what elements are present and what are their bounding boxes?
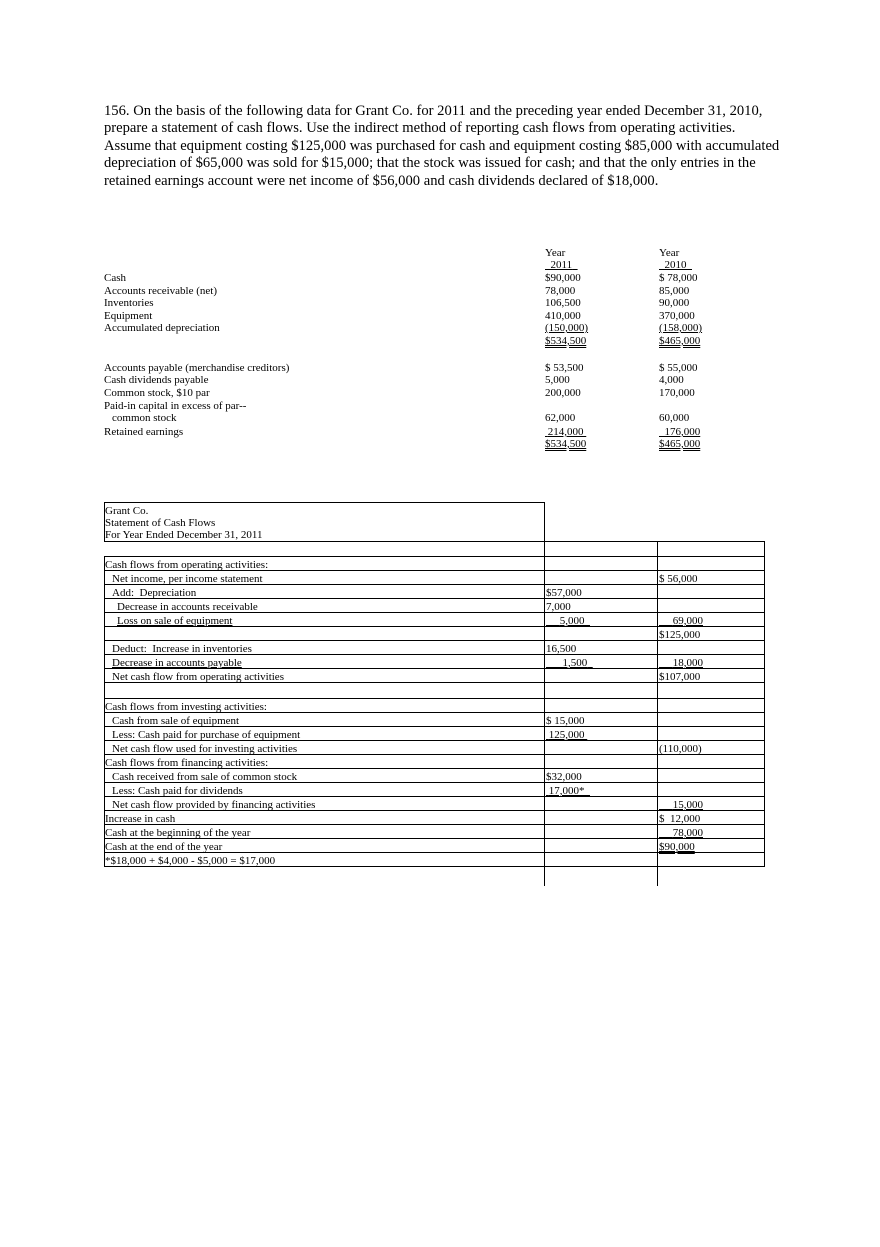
asset-2010: 85,000 [659,285,690,297]
cash-begin-value: 78,000 [672,827,703,839]
net-income-value: $ 56,000 [659,573,698,585]
purchase-equipment-label: Less: Cash paid for purchase of equipment [112,729,301,741]
net-investing-value: (110,000) [659,743,702,755]
net-operating-label: Net cash flow from operating activities [112,671,284,683]
asset-2011: 78,000 [545,285,576,297]
assets-total-2010: $465,000 [659,335,701,347]
dividends-label: Less: Cash paid for dividends [112,785,243,797]
asset-2011: 410,000 [545,310,581,322]
decrease-ar-label: Decrease in accounts receivable [117,601,258,613]
asset-2011: $90,000 [545,272,581,284]
liability-label: Common stock, $10 par [104,387,210,399]
retained-2010: 176,000 [664,426,701,438]
liability-2011: 200,000 [545,387,581,399]
statement-period: For Year Ended December 31, 2011 [105,529,263,541]
net-operating-value: $107,000 [659,671,701,683]
net-investing-label: Net cash flow used for investing activities [112,743,298,755]
retained-2011: 214,000 [547,426,584,438]
liability-2010: 4,000 [659,374,684,386]
year-2010: 2010 [664,259,687,271]
deduct-inventories-label: Deduct: Increase in inventories [112,643,252,655]
cash-begin-label: Cash at the beginning of the year [105,827,251,839]
asset-2011: 106,500 [545,297,581,309]
deduct-inventories-value: 16,500 [546,643,577,655]
statement-title: Statement of Cash Flows [105,517,216,529]
purchase-equipment-value: 125,000 [548,729,585,741]
cash-flow-statement [104,502,765,886]
asset-2010: 90,000 [659,297,690,309]
paid-in-label-2: common stock [112,412,177,424]
year-header-2010: Year [659,247,680,259]
subtotal-value: $125,000 [659,629,701,641]
year-header-2011: Year [545,247,566,259]
year-2011: 2011 [550,259,573,271]
sale-equipment-value: $ 15,000 [546,715,585,727]
operating-heading: Cash flows from operating activities: [105,559,269,571]
liability-2011: 5,000 [545,374,570,386]
dividends-value: 17,000* [548,785,585,797]
retained-label: Retained earnings [104,426,184,438]
asset-2011: (150,000) [545,322,589,334]
loss-sale-label: Loss on sale of equipment [117,615,233,627]
asset-label: Accounts receivable (net) [104,285,217,297]
asset-label: Inventories [104,297,154,309]
footnote: *$18,000 + $4,000 - $5,000 = $17,000 [105,855,276,867]
net-financing-label: Net cash flow provided by financing activities [112,799,316,811]
liab-total-2011: $534,500 [545,438,587,450]
asset-label: Cash [104,272,126,284]
investing-heading: Cash flows from investing activities: [105,701,267,713]
cash-end-label: Cash at the end of the year [105,841,223,853]
asset-2010: (158,000) [659,322,703,334]
liab-total-2010: $465,000 [659,438,701,450]
net-income-label: Net income, per income statement [112,573,263,585]
decrease-ap-label: Decrease in accounts payable [112,657,242,669]
liability-label: Accounts payable (merchandise creditors) [104,362,290,374]
net-financing-value: 15,000 [672,799,703,811]
liability-2010: 170,000 [659,387,695,399]
increase-cash-label: Increase in cash [105,813,176,825]
statement-company: Grant Co. [105,505,149,517]
add-depreciation-value: $57,000 [546,587,582,599]
add-depreciation-label: Add: Depreciation [112,587,197,599]
paid-in-2010: 60,000 [659,412,690,424]
loss-sale-value: 5,000 [559,615,585,627]
decrease-ar-value: 7,000 [546,601,571,613]
paid-in-label: Paid-in capital in excess of par-- [104,400,247,412]
asset-2010: $ 78,000 [659,272,698,284]
asset-label: Equipment [104,310,153,322]
liability-2010: $ 55,000 [659,362,698,374]
sale-equipment-label: Cash from sale of equipment [112,715,240,727]
decrease-ap-value: 1,500 [562,657,588,669]
asset-2010: 370,000 [659,310,695,322]
cash-end-value: $90,000 [659,841,695,853]
financing-heading: Cash flows from financing activities: [105,757,269,769]
add-total-value: 69,000 [672,615,703,627]
paid-in-2011: 62,000 [545,412,576,424]
increase-cash-value: $ 12,000 [659,813,701,825]
assets-total-2011: $534,500 [545,335,587,347]
liability-label: Cash dividends payable [104,374,209,386]
deduct-total-value: 18,000 [672,657,703,669]
stock-sale-label: Cash received from sale of common stock [112,771,298,783]
asset-label: Accumulated depreciation [104,322,220,334]
stock-sale-value: $32,000 [546,771,582,783]
problem-statement: 156. On the basis of the following data for Grant Co. for 2011 and the preceding year ended December 31, 2010, prepare a statement of cash flows. Use the indirect method of reporting cash flows from operating activities. Assume that equipment costing $125,000 was purchased for cash and equipment costing $85,000 with accumulated depreciation of $65,000 was sold for $15,000; that the stock was issued for cash; and that the only entries in the retained earnings account were net income of $56,000 and cash dividends declared of $18,000. [104,103,780,189]
liability-2011: $ 53,500 [545,362,584,374]
